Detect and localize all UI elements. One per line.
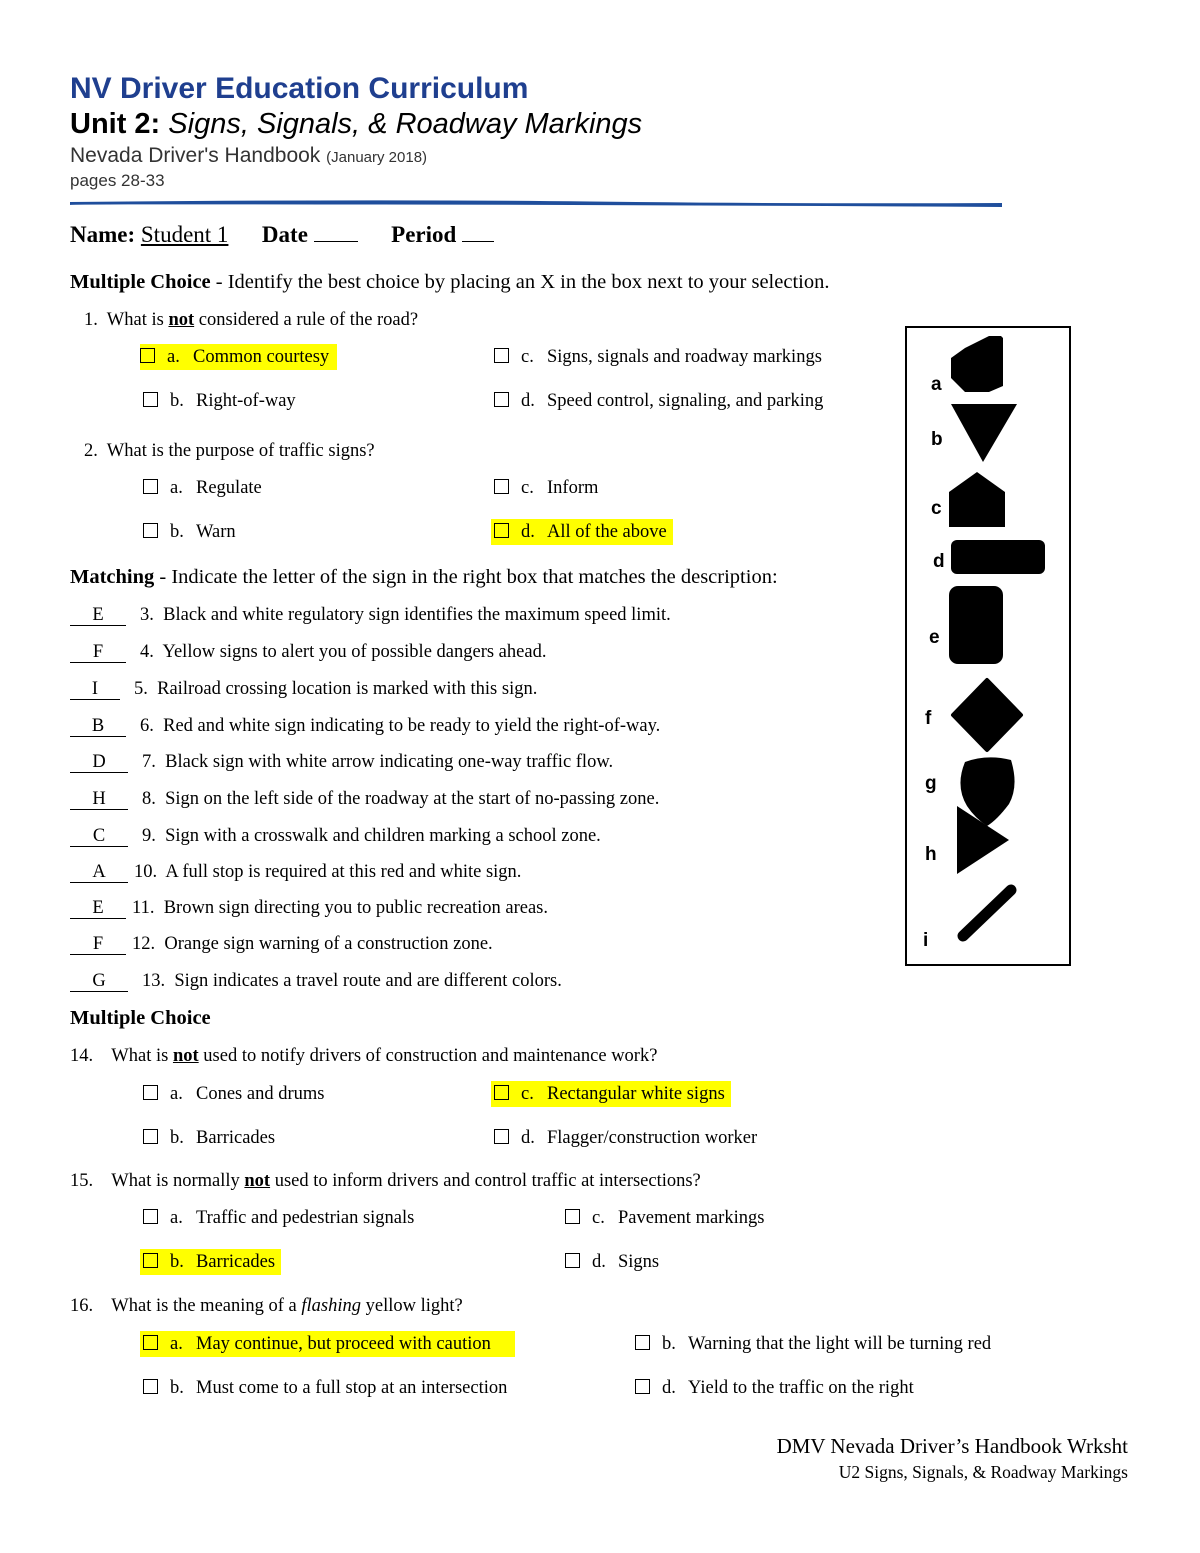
question-text: used to notify drivers of construction and maintenance work? [198, 1046, 658, 1066]
q2-option-a[interactable] [143, 475, 268, 501]
matching-item-13 [70, 971, 562, 992]
handbook-date: (January 2018) [326, 149, 428, 166]
sign-letter-e: e [929, 627, 940, 648]
checkbox[interactable] [494, 348, 509, 363]
footer-title: DMV Nevada Driver’s Handbook Wrksht [776, 1434, 1128, 1458]
item-text: Sign on the left side of the roadway at the start of no-passing zone. [165, 789, 660, 809]
date-field[interactable] [314, 223, 358, 242]
option-letter: c. [521, 478, 534, 498]
question-1 [84, 310, 418, 331]
q2-option-b[interactable] [143, 519, 242, 545]
question-emphasis: flashing [301, 1296, 361, 1316]
question-2 [84, 441, 375, 462]
unit-prefix: Unit 2: [70, 108, 161, 140]
question-text: What is the meaning of a [111, 1296, 302, 1316]
checkbox[interactable] [143, 1253, 158, 1268]
question-text: considered a rule of the road? [194, 310, 419, 330]
sign-letter-a: a [931, 374, 942, 395]
matching-item-12 [70, 934, 493, 955]
checkbox[interactable] [565, 1209, 580, 1224]
option-letter: b. [170, 1378, 184, 1398]
option-letter: b. [662, 1334, 676, 1354]
matching-item-6 [70, 716, 660, 737]
name-label: Name: [70, 222, 136, 247]
option-text: Must come to a full stop at an intersection [196, 1378, 508, 1398]
option-text: Traffic and pedestrian signals [196, 1208, 415, 1228]
option-text: Signs, signals and roadway markings [547, 347, 822, 367]
matching-section-title: Matching [70, 566, 155, 588]
handbook-name: Nevada Driver's Handbook [70, 144, 321, 167]
option-text: Regulate [196, 478, 262, 498]
option-letter: d. [592, 1252, 606, 1272]
item-number: 8. [142, 789, 156, 809]
mc2-title-text: Multiple Choice [70, 1007, 211, 1029]
sign-letter-i: i [923, 930, 929, 951]
answer-field[interactable]: I [70, 679, 120, 700]
option-text: Flagger/construction worker [547, 1128, 758, 1148]
handbook-reference [70, 144, 427, 168]
answer-field[interactable]: E [70, 898, 126, 919]
option-text: All of the above [547, 522, 667, 542]
answer-field[interactable]: B [70, 716, 126, 737]
checkbox[interactable] [565, 1253, 580, 1268]
matching-item-4 [70, 642, 546, 663]
question-number: 14. [70, 1046, 94, 1066]
q16-option-d[interactable] [635, 1375, 920, 1401]
inverted-triangle-icon [951, 404, 1017, 462]
option-letter: b. [170, 1252, 184, 1272]
option-text: Warning that the light will be turning red [688, 1334, 992, 1354]
item-number: 5. [134, 679, 148, 699]
option-text: Speed control, signaling, and parking [547, 391, 824, 411]
matching-item-5 [70, 679, 537, 700]
footer-subtitle: U2 Signs, Signals, & Roadway Markings [838, 1462, 1128, 1482]
option-letter: d. [521, 391, 535, 411]
checkbox[interactable] [143, 1085, 158, 1100]
q1-option-b[interactable] [143, 388, 302, 414]
item-text: Sign indicates a travel route and are different colors. [174, 971, 562, 991]
sign-letter-f: f [925, 708, 932, 729]
mc2-section-title [70, 1007, 211, 1030]
item-text: Black sign with white arrow indicating one-way traffic flow. [165, 752, 614, 772]
mc-section-title: Multiple Choice [70, 271, 211, 293]
matching-item-8 [70, 789, 659, 810]
item-text: Red and white sign indicating to be ready to yield the right-of-way. [163, 716, 661, 736]
option-letter: d. [521, 522, 535, 542]
answer-field[interactable]: E [70, 605, 126, 626]
option-text: May continue, but proceed with caution [196, 1334, 491, 1354]
period-field[interactable] [462, 223, 494, 242]
sign-shapes-drawing [907, 328, 1069, 964]
item-text: Yellow signs to alert you of possible dangers ahead. [162, 642, 547, 662]
option-letter: d. [521, 1128, 535, 1148]
checkbox[interactable] [635, 1379, 650, 1394]
option-text: Barricades [196, 1128, 276, 1148]
checkbox[interactable] [494, 479, 509, 494]
option-text: Rectangular white signs [547, 1084, 725, 1104]
matching-item-9 [70, 826, 601, 847]
option-letter: a. [170, 478, 183, 498]
option-text: Barricades [196, 1252, 276, 1272]
question-number: 2. [84, 441, 98, 461]
question-16 [70, 1296, 463, 1317]
student-name-field[interactable]: Student 1 [140, 222, 229, 247]
vertical-rectangle-icon [949, 586, 1003, 664]
item-number: 12. [132, 934, 156, 954]
matching-instructions [70, 566, 778, 589]
option-text: Warn [196, 522, 236, 542]
checkbox[interactable] [143, 479, 158, 494]
question-emphasis: not [172, 1046, 199, 1066]
question-text: What is normally [111, 1171, 245, 1191]
sign-letter-c: c [931, 498, 942, 519]
item-number: 7. [142, 752, 156, 772]
option-letter: a. [170, 1208, 183, 1228]
q16-option-a[interactable] [140, 1331, 515, 1357]
sign-letter-g: g [925, 773, 937, 794]
question-15 [70, 1171, 701, 1192]
q14-option-d[interactable] [494, 1125, 763, 1151]
option-letter: c. [521, 347, 534, 367]
q16-option-b-stop[interactable] [143, 1375, 513, 1401]
header-rule [70, 199, 1002, 207]
q15-option-d[interactable] [565, 1249, 665, 1275]
answer-field[interactable]: F [70, 934, 126, 955]
q14-option-a[interactable] [143, 1081, 330, 1107]
matching-item-7 [70, 752, 613, 773]
crossbuck-icon [963, 890, 1011, 936]
question-emphasis: not [168, 310, 195, 330]
sign-shapes-panel [905, 326, 1071, 966]
item-text: Black and white regulatory sign identifies the maximum speed limit. [163, 605, 671, 625]
option-text: Cones and drums [196, 1084, 325, 1104]
q14-option-c[interactable] [491, 1081, 731, 1107]
q16-option-b-warning[interactable] [635, 1331, 997, 1357]
item-number: 11. [132, 898, 155, 918]
checkbox[interactable] [143, 392, 158, 407]
question-emphasis: not [244, 1171, 271, 1191]
checkbox[interactable] [494, 523, 509, 538]
question-number: 1. [84, 310, 98, 330]
item-number: 3. [140, 605, 154, 625]
answer-field[interactable]: F [70, 642, 126, 663]
item-text: Railroad crossing location is marked with this sign. [157, 679, 538, 699]
octagon-icon [951, 336, 1003, 392]
period-label: Period [391, 222, 457, 247]
item-number: 9. [142, 826, 156, 846]
unit-heading [70, 108, 642, 141]
checkbox[interactable] [143, 523, 158, 538]
item-number: 13. [142, 971, 166, 991]
option-text: Inform [547, 478, 599, 498]
checkbox[interactable] [143, 1379, 158, 1394]
answer-field[interactable]: C [70, 826, 128, 847]
sign-letter-b: b [931, 429, 943, 450]
item-text: Orange sign warning of a construction zone. [164, 934, 493, 954]
option-letter: c. [521, 1084, 534, 1104]
option-text: Right-of-way [196, 391, 296, 411]
option-letter: b. [170, 391, 184, 411]
curriculum-title: NV Driver Education Curriculum [70, 72, 529, 105]
item-number: 10. [134, 862, 158, 882]
mc-instruction-text: - Identify the best choice by placing an X in the box next to your selection. [210, 271, 830, 293]
question-number: 16. [70, 1296, 94, 1316]
diamond-icon [953, 680, 1021, 750]
q14-option-b[interactable] [143, 1125, 281, 1151]
checkbox[interactable] [494, 1129, 509, 1144]
q2-option-d[interactable] [491, 519, 673, 545]
unit-title: Signs, Signals, & Roadway Markings [168, 108, 643, 140]
option-text: Signs [618, 1252, 660, 1272]
checkbox[interactable] [140, 348, 155, 363]
answer-field[interactable]: D [70, 752, 128, 773]
question-text: What is [111, 1046, 173, 1066]
option-letter: a. [170, 1334, 183, 1354]
q1-option-d[interactable] [494, 388, 829, 414]
date-label: Date [261, 222, 308, 247]
q1-option-a[interactable] [140, 344, 337, 370]
q15-option-a[interactable] [143, 1205, 420, 1231]
option-letter: a. [170, 1084, 183, 1104]
item-text: Brown sign directing you to public recreation areas. [163, 898, 548, 918]
item-number: 6. [140, 716, 154, 736]
item-text: A full stop is required at this red and white sign. [165, 862, 522, 882]
option-text: Common courtesy [193, 347, 330, 367]
page-range: pages 28-33 [70, 171, 165, 190]
answer-field[interactable]: H [70, 789, 128, 810]
mc-instructions [70, 271, 829, 294]
question-number: 15. [70, 1171, 94, 1191]
checkbox[interactable] [143, 1129, 158, 1144]
item-text: Sign with a crosswalk and children marking a school zone. [165, 826, 601, 846]
option-letter: a. [167, 347, 180, 367]
q15-option-c[interactable] [565, 1205, 770, 1231]
matching-item-10 [70, 862, 521, 883]
q2-option-c[interactable] [494, 475, 604, 501]
question-text: yellow light? [361, 1296, 463, 1316]
question-14 [70, 1046, 657, 1067]
question-text: What is [106, 310, 169, 330]
checkbox[interactable] [143, 1209, 158, 1224]
matching-item-3 [70, 605, 671, 626]
answer-field[interactable]: G [70, 971, 128, 992]
option-letter: c. [592, 1208, 605, 1228]
option-text: Yield to the traffic on the right [688, 1378, 914, 1398]
option-text: Pavement markings [618, 1208, 765, 1228]
option-letter: b. [170, 1128, 184, 1148]
horizontal-rectangle-icon [951, 540, 1045, 574]
matching-instruction-text: - Indicate the letter of the sign in the right box that matches the description: [154, 566, 778, 588]
answer-field[interactable]: A [70, 862, 128, 883]
checkbox[interactable] [494, 392, 509, 407]
sign-letter-h: h [925, 844, 937, 865]
question-text: What is the purpose of traffic signs? [106, 441, 375, 461]
q15-option-b[interactable] [140, 1249, 281, 1275]
checkbox[interactable] [143, 1335, 158, 1350]
checkbox[interactable] [494, 1085, 509, 1100]
q1-option-c[interactable] [494, 344, 828, 370]
pentagon-icon [949, 472, 1005, 527]
question-text: used to inform drivers and control traffic at intersections? [270, 1171, 701, 1191]
matching-item-11 [70, 898, 548, 919]
checkbox[interactable] [635, 1335, 650, 1350]
student-info-line [70, 222, 494, 248]
option-letter: b. [170, 522, 184, 542]
option-letter: d. [662, 1378, 676, 1398]
item-number: 4. [140, 642, 154, 662]
sign-letter-d: d [933, 551, 945, 572]
